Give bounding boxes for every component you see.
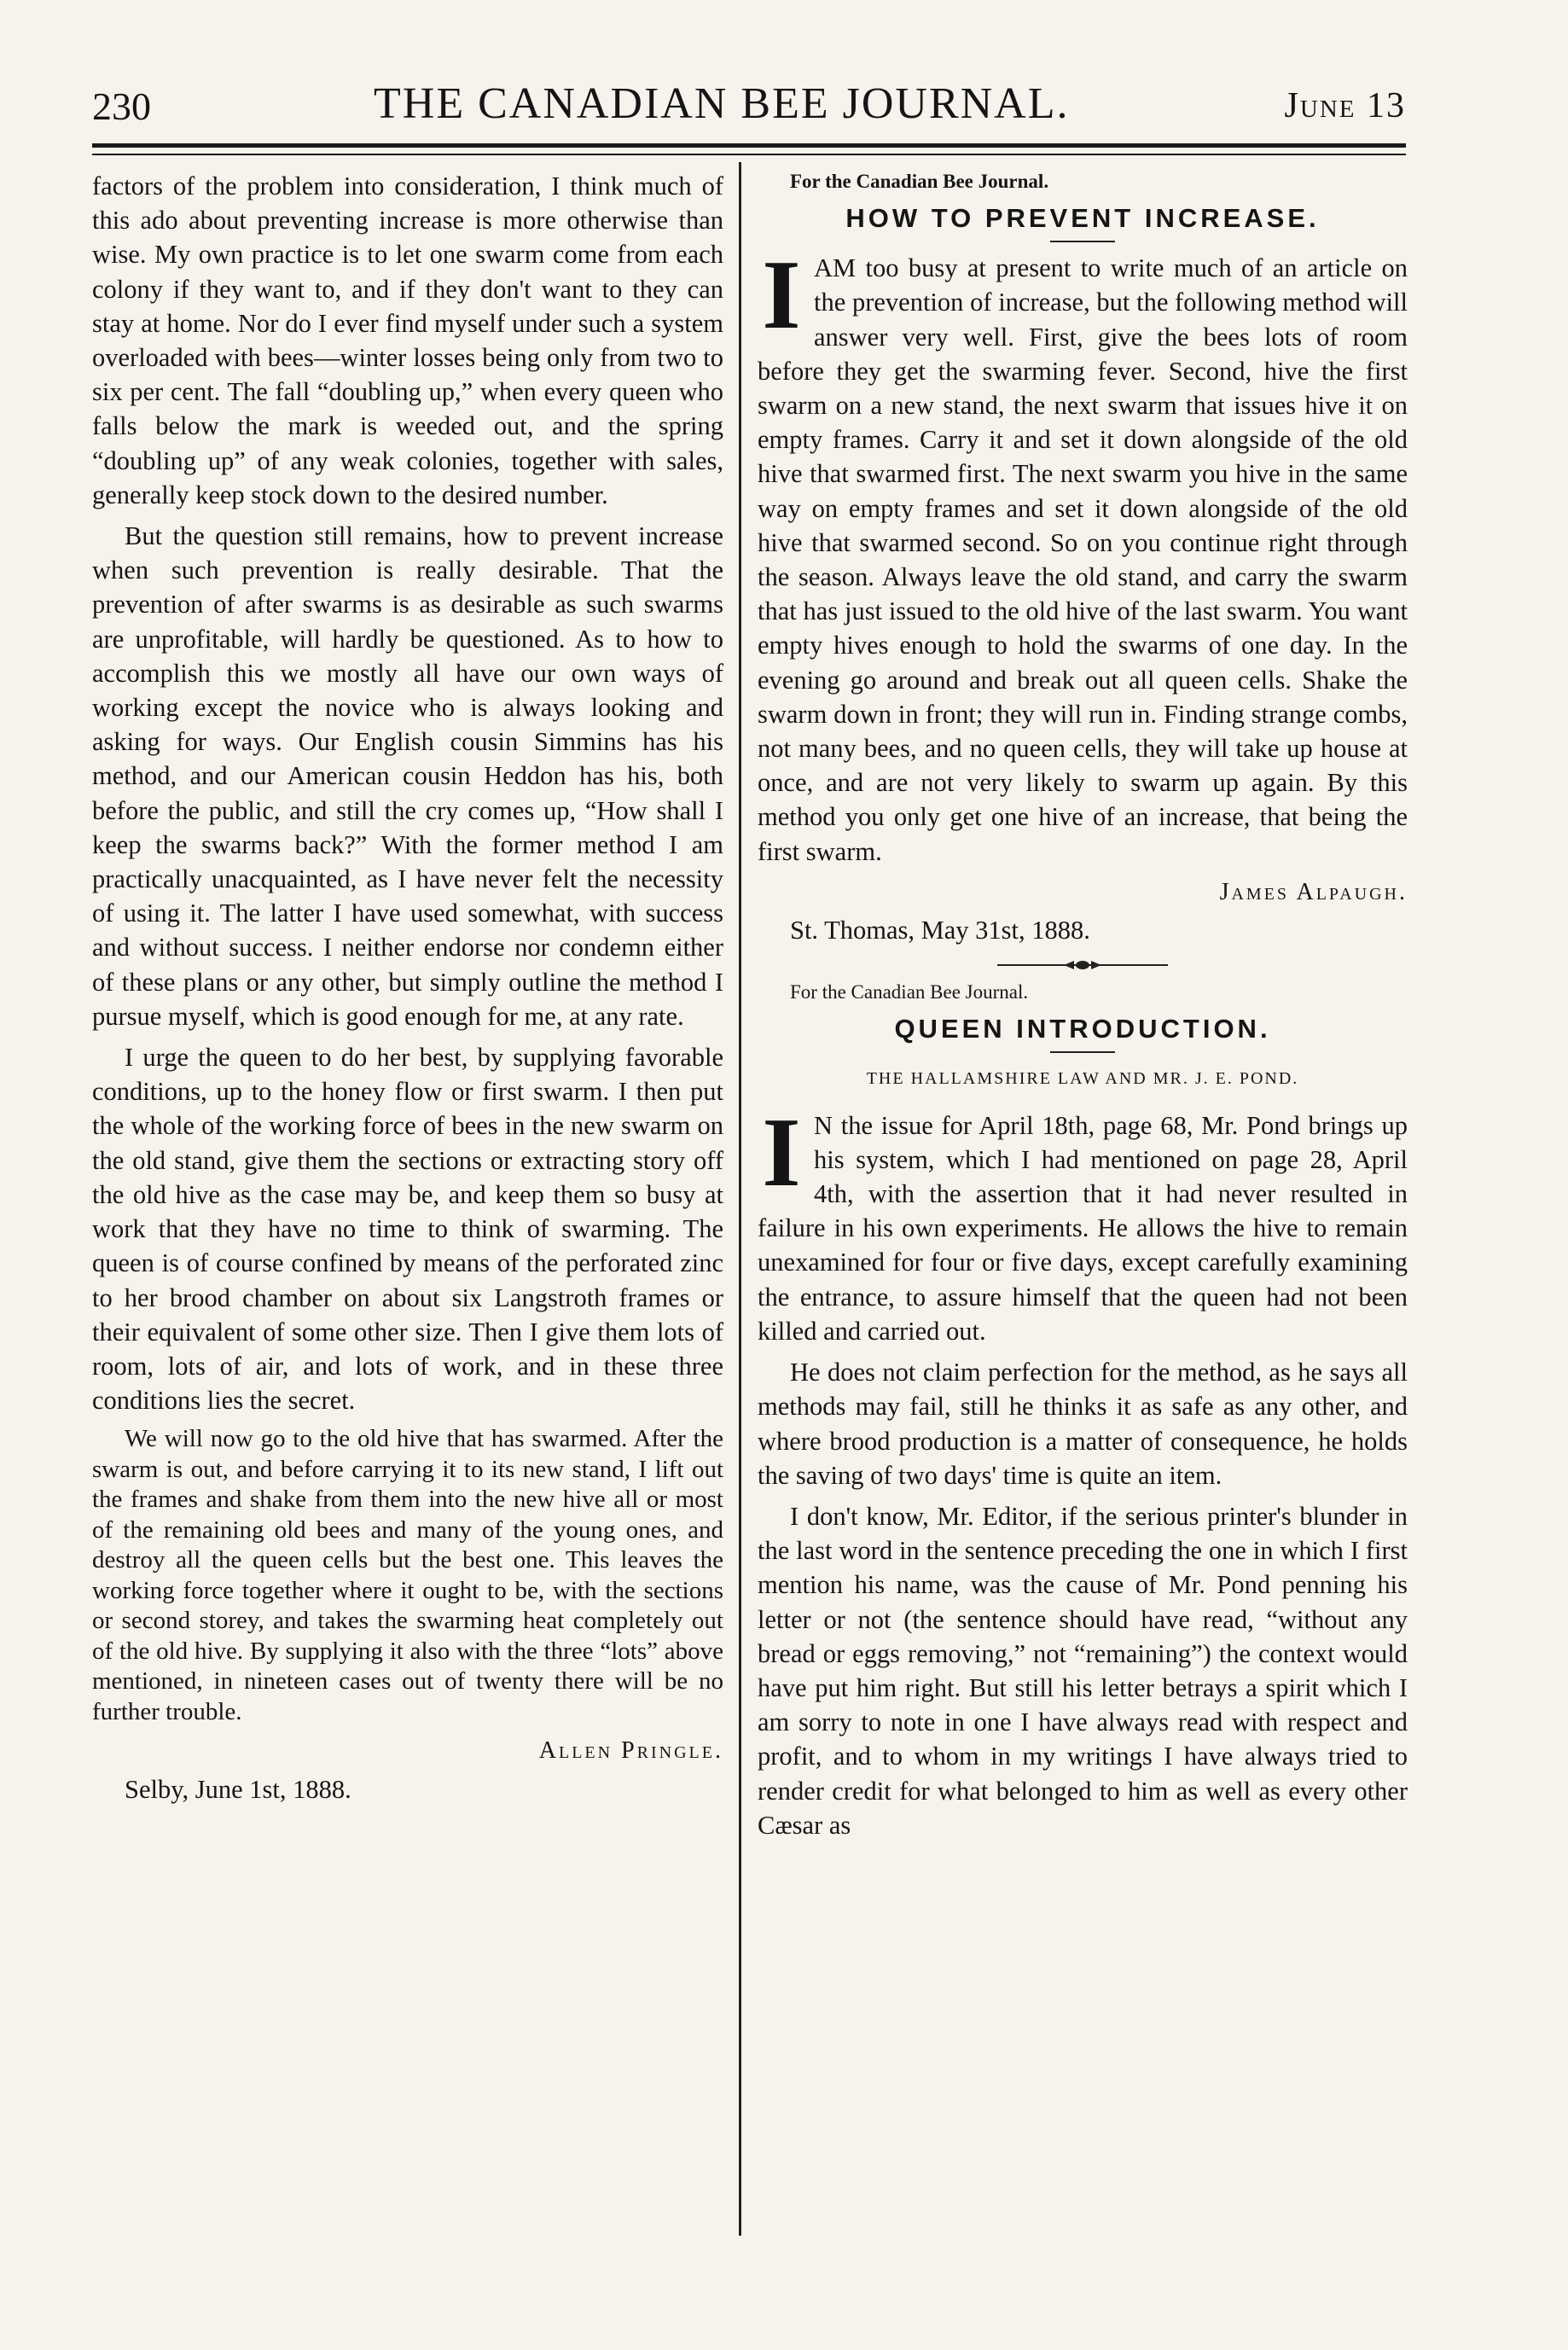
paragraph: I don't know, Mr. Editor, if the serious printer's blunder in the last word in the sentence preceding the one in which I first mention his name, was the cause of Mr. Pond penning his letter or not (the sentence should have read, “without any bread or eggs removing,” not “remaining”) the context would have put him right. But still his letter betrays a spirit which I am sorry to note in one I have always read with respect and profit, and to whom in my writings I have always tried to render credit for what belonged to him as well as every other Cæsar as bbox=[758, 1501, 1408, 1840]
headline-rule bbox=[1050, 1051, 1115, 1053]
paragraph: I urge the queen to do her best, by supplying favorable conditions, up to the honey flow or first swarm. I then put the whole of the working force of bees in the new swarm on the old stand, give them the sections or extracting story off the old hive as the case may be, and keep them so busy at work that they have no time to think of swarming. The queen is of course confined by means of the perforated zinc to her brood chamber on about six Langstroth frames or their equivalent of some other size. Then I give them lots of room, lots of air, and lots of work, and in these three conditions lies the secret. bbox=[92, 1043, 723, 1416]
place-date: St. Thomas, May 31st, 1888. bbox=[790, 916, 1090, 945]
article-body bbox=[758, 241, 1408, 869]
paragraph: But the question still remains, how to prevent increase when such prevention is really desirable. That the prevention of after swarms is as desirable as such swarms are unprofitable, will hardly be questioned. As to how to accomplish this we mostly all have our own ways of working except the novice who is always looking and asking for ways. Our English cousin Simmins has his method, and our American cousin Heddon has his, both before the public, and still the cry comes up, “How shall I keep the swarms back?” With the former method I am practically unacquainted, as I have never felt the necessity of using it. The latter I have used somewhat, with success and without success. I neither endorse nor condemn either of these plans or any other, but simply outline the method I pursue myself, which is good enough for me, at any rate. bbox=[92, 521, 723, 1031]
article-headline: QUEEN INTRODUCTION. bbox=[894, 1014, 1271, 1044]
place-date: Selby, June 1st, 1888. bbox=[125, 1774, 351, 1804]
paragraph: He does not claim perfection for the method, as he says all methods may fail, still he thinks it as safe as any other, and where brood production is a matter of consequence, he holds the saving of two days' time is quite an item. bbox=[758, 1358, 1408, 1490]
article-source: For the Canadian Bee Journal. bbox=[790, 171, 1049, 192]
header-rule-thin bbox=[92, 154, 1406, 155]
paragraph: We will now go to the old hive that has swarmed. After the swarm is out, and before carrying it to its new stand, I lift out the frames and shake from them into the new hive all or most of the remaining old bees and many of the young ones, and destroy all the queen cells but the best one. This leaves the working force together where it ought to be, with the sections or second storey, and takes the swarming heat completely out of the old hive. By supplying it also with the three “lots” above mentioned, in nineteen cases out of twenty there will be no further trouble. bbox=[92, 1425, 723, 1725]
issue-date: June 13 bbox=[1284, 86, 1406, 125]
article-subhead: THE HALLAMSHIRE LAW AND MR. J. E. POND. bbox=[866, 1069, 1299, 1089]
author-signature: Allen Pringle. bbox=[538, 1737, 723, 1765]
drop-cap: I bbox=[762, 1097, 801, 1207]
headline-rule bbox=[1050, 241, 1115, 242]
paragraph bbox=[758, 1097, 1408, 1348]
author-signature: James Alpaugh. bbox=[1219, 878, 1408, 905]
article-headline: HOW TO PREVENT INCREASE. bbox=[845, 203, 1320, 233]
ornament-rule-icon bbox=[997, 959, 1168, 971]
article-text: N the issue for April 18th, page 68, Mr. Pond brings up his system, which I had mentioned on page 28, April 4th, with the assertion that it had never resulted in failure in his own experiments. He allows the hive to remain unexamined for four or five days, except carefully examining the entrance, to assure himself that the queen had not been killed and carried out. bbox=[758, 1110, 1408, 1346]
right-column bbox=[758, 169, 1408, 1849]
paragraph: factors of the problem into consideration, I think much of this ado about preventing increase is more otherwise than wise. My own practice is to let one swarm come from each colony if they want to, and if they don't want to they can stay at home. Nor do I ever find myself under such a system overloaded with bees—winter losses being only from two to six per cent. The fall “doubling up,” when every queen who falls below the mark is weeded out, and the spring “doubling up” of any weak colonies, together with sales, generally keep stock down to the desired number. bbox=[92, 172, 723, 509]
drop-cap: I bbox=[762, 241, 801, 351]
article-queen-introduction bbox=[758, 980, 1408, 1842]
journal-title: THE CANADIAN BEE JOURNAL. bbox=[374, 79, 1070, 128]
article-source: For the Canadian Bee Journal. bbox=[790, 981, 1029, 1003]
column-divider bbox=[739, 162, 741, 2236]
section-ornament bbox=[758, 959, 1408, 971]
left-column bbox=[92, 169, 723, 1818]
article-prevent-increase bbox=[758, 169, 1408, 947]
article-text: AM too busy at present to write much of an article on the prevention of increase, but the following method will answer very well. First, give the bees lots of room before they get the swarming fever. Second, hive the first swarm on a new stand, the next swarm that issues hive it on empty frames. Carry it and set it down alongside of the old hive that swarmed first. The next swarm you hive in the same way on empty frames and set it down alongside of the old hive that swarmed second. So on you continue right through the season. Always leave the old stand, and carry the swarm that has just issued to the old hive of the last swarm. You want empty hives enough to hold the swarms of one day. In the evening go around and break out all queen cells. Shake the swarm down in front; they will run in. Finding strange combs, not many bees, and no queen cells, they will take up house at once, and are not very likely to swarm up again. By this method you only get one hive of an increase, that being the first swarm. bbox=[758, 253, 1408, 866]
page-header bbox=[92, 79, 1406, 138]
page-number: 230 bbox=[92, 84, 151, 128]
header-rule bbox=[92, 143, 1406, 148]
